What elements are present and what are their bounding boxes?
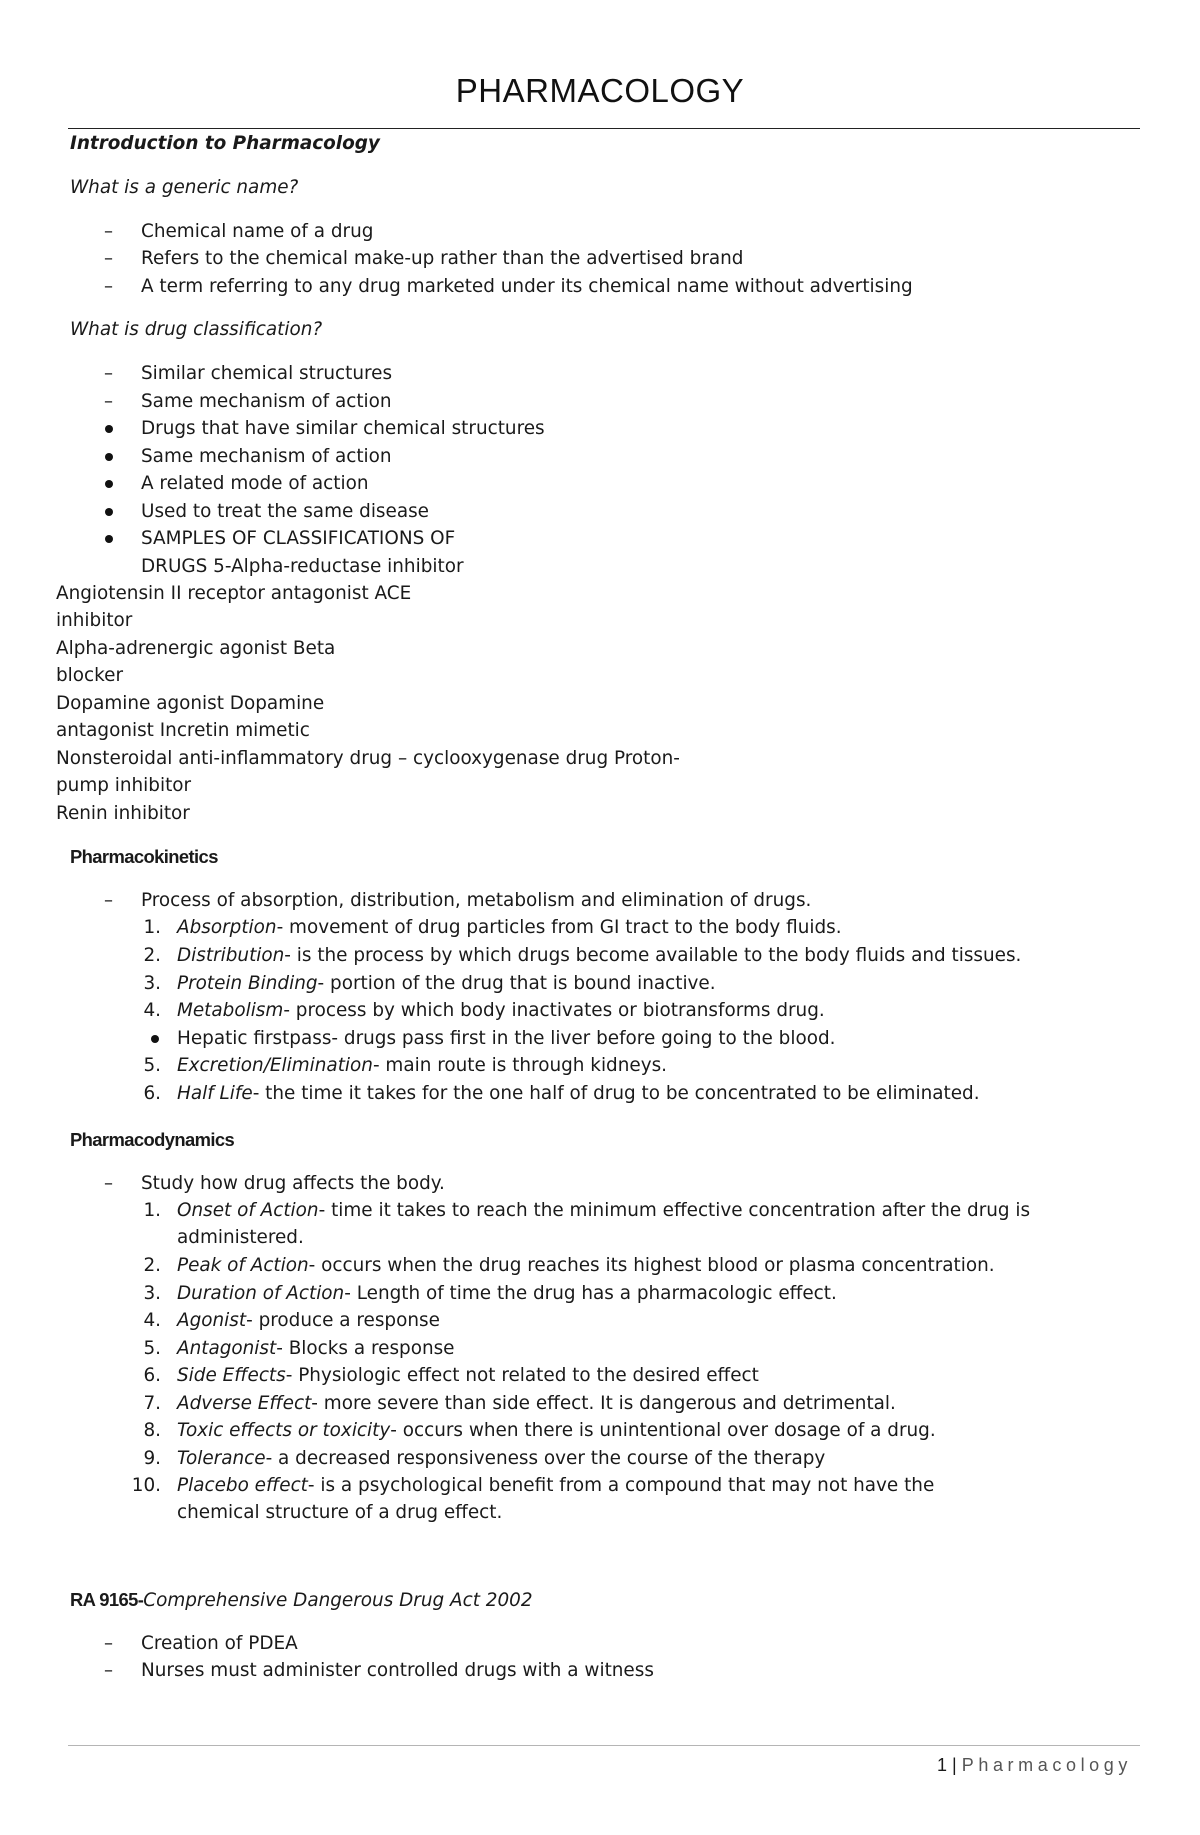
list-item-continuation: chemical structure of a drug effect. [177,1502,503,1523]
description: a decreased responsiveness over the course of the therapy [278,1448,826,1469]
section-intro: Study how drug affects the body. [141,1173,445,1194]
list-number: 1. [143,1200,161,1221]
list-item: Drugs that have similar chemical structures [141,418,545,439]
dash-marker: – [104,391,113,412]
intro-heading: Introduction to Pharmacology [70,133,380,154]
term: Adverse Effect [177,1393,312,1414]
classification-line: DRUGS 5-Alpha-reductase inhibitor [141,556,464,577]
description: occurs when there is unintentional over dosage of a drug. [402,1420,936,1441]
list-number: 10. [131,1475,161,1496]
list-number: 9. [143,1448,161,1469]
description: time it takes to reach the minimum effective concentration after the drug is [331,1200,1031,1221]
list-item: Used to treat the same disease [141,501,429,522]
list-item [177,1475,934,1497]
list-item [177,1365,759,1387]
list-number: 5. [143,1338,161,1359]
term-separator: - [252,1083,266,1104]
list-item: Same mechanism of action [141,446,392,467]
term: Agonist [177,1310,247,1331]
description: is a psychological benefit from a compound that may not have the [320,1475,935,1496]
pharmacodynamics-heading: Pharmacodynamics [70,1129,235,1150]
list-number: 8. [143,1420,161,1441]
term: Antagonist [177,1338,277,1359]
term: Excretion/Elimination [177,1055,373,1076]
term-separator: - [307,1475,321,1496]
description: the time it takes for the one half of drug to be concentrated to be eliminated. [265,1083,980,1104]
page-title: PHARMACOLOGY [455,72,745,109]
list-number: 2. [143,1255,161,1276]
dash-marker: – [104,363,113,384]
term-separator: - [311,1393,324,1414]
list-item [177,1310,440,1332]
list-number: 4. [143,1000,161,1021]
list-item [177,1000,825,1022]
footer-rule [68,1745,1140,1746]
list-item: Creation of PDEA [141,1633,298,1654]
list-item: Similar chemical structures [141,363,393,384]
list-item: Refers to the chemical make-up rather than the advertised brand [141,248,744,269]
list-item [177,1028,835,1050]
list-item: Same mechanism of action [141,391,392,412]
term: Protein Binding [177,973,318,994]
list-number: 1. [143,917,161,938]
list-item [177,1083,980,1105]
list-number: 5. [143,1055,161,1076]
term: Half Life [177,1083,253,1104]
question-generic-name: What is a generic name? [70,177,299,198]
bullet-marker [151,1035,159,1043]
list-item [177,1448,825,1470]
list-item [177,1420,936,1442]
ra-heading [70,1589,533,1612]
footer-label: Pharmacology [961,1755,1132,1775]
list-item [177,1338,455,1360]
term-separator: - [372,1055,386,1076]
bullet-marker [105,508,113,516]
list-item [177,1200,1030,1222]
title-underline [68,128,1140,129]
dash-marker: – [104,1633,113,1654]
description: Length of time the drug has a pharmacologic effect. [356,1283,837,1304]
term-separator: - [246,1310,259,1331]
description: more severe than side effect. It is dangerous and detrimental. [323,1393,896,1414]
description: produce a response [258,1310,440,1331]
description: portion of the drug that is bound inactive. [330,973,716,994]
list-item: A term referring to any drug marketed under its chemical name without advertising [141,276,913,297]
list-number: 6. [143,1365,161,1386]
term-separator: - [284,945,297,966]
page-number: 1 [937,1755,948,1775]
dash-marker: – [104,221,113,242]
list-item-continuation: administered. [177,1227,304,1248]
description: occurs when the drug reaches its highest blood or plasma concentration. [321,1255,995,1276]
term: Onset of Action [177,1200,319,1221]
term: Absorption [177,917,277,938]
ra-name: Comprehensive Dangerous Drug Act 2002 [143,1590,533,1611]
term: Side Effects [177,1365,286,1386]
ra-code: RA 9165- [70,1589,144,1610]
bullet-marker [105,425,113,433]
dash-marker: – [104,890,113,911]
term: Metabolism [177,1000,284,1021]
classification-line: Renin inhibitor [56,803,190,824]
question-drug-classification: What is drug classification? [70,319,323,340]
term: Placebo effect [177,1475,308,1496]
classification-line: antagonist Incretin mimetic [56,720,310,741]
classification-line: Dopamine agonist Dopamine [56,693,325,714]
list-item [177,1283,837,1305]
list-item [177,1393,896,1415]
term-separator: - [317,973,331,994]
term-separator: - [390,1420,403,1441]
list-item: SAMPLES OF CLASSIFICATIONS OF [141,528,456,549]
description: process by which body inactivates or biotransforms drug. [295,1000,825,1021]
dash-marker: – [104,248,113,269]
description: Blocks a response [288,1338,455,1359]
classification-line: Angiotensin II receptor antagonist ACE [56,583,412,604]
list-item: A related mode of action [141,473,369,494]
description: is the process by which drugs become available to the body fluids and tissues. [296,945,1022,966]
term: Duration of Action [177,1283,345,1304]
footer-separator: | [952,1755,957,1775]
list-number: 2. [143,945,161,966]
dash-marker: – [104,1173,113,1194]
term: Tolerance [177,1448,266,1469]
classification-line: Alpha-adrenergic agonist Beta [56,638,336,659]
list-number: 7. [143,1393,161,1414]
term: Peak of Action [177,1255,309,1276]
list-item [177,945,1021,967]
term-separator: - [265,1448,279,1469]
term: Toxic effects or toxicity [177,1420,391,1441]
description: Hepatic firstpass- drugs pass first in the liver before going to the blood. [177,1028,836,1049]
term-separator: - [344,1283,357,1304]
list-number: 3. [143,1283,161,1304]
term-separator: - [276,1338,289,1359]
page-footer [937,1754,1132,1776]
classification-line: Nonsteroidal anti-inflammatory drug – cyclooxygenase drug Proton- [56,748,680,769]
classification-line: blocker [56,665,124,686]
list-item [177,917,842,939]
term-separator: - [276,917,290,938]
pharmacokinetics-heading: Pharmacokinetics [70,846,218,867]
term: Distribution [177,945,285,966]
description: Physiologic effect not related to the desired effect [298,1365,759,1386]
bullet-marker [105,480,113,488]
dash-marker: – [104,1660,113,1681]
list-item: Nurses must administer controlled drugs with a witness [141,1660,654,1681]
term-separator: - [308,1255,322,1276]
list-item [177,973,716,995]
description: main route is through kidneys. [385,1055,668,1076]
list-item [177,1255,995,1277]
classification-line: inhibitor [56,610,133,631]
dash-marker: – [104,276,113,297]
list-item: Chemical name of a drug [141,221,374,242]
term-separator: - [283,1000,296,1021]
list-number: 4. [143,1310,161,1331]
description: movement of drug particles from GI tract to the body fluids. [289,917,842,938]
list-number: 6. [143,1083,161,1104]
bullet-marker [105,453,113,461]
term-separator: - [318,1200,332,1221]
list-item [177,1055,667,1077]
bullet-marker [105,535,113,543]
classification-line: pump inhibitor [56,775,192,796]
section-intro: Process of absorption, distribution, metabolism and elimination of drugs. [141,890,812,911]
term-separator: - [285,1365,299,1386]
list-number: 3. [143,973,161,994]
